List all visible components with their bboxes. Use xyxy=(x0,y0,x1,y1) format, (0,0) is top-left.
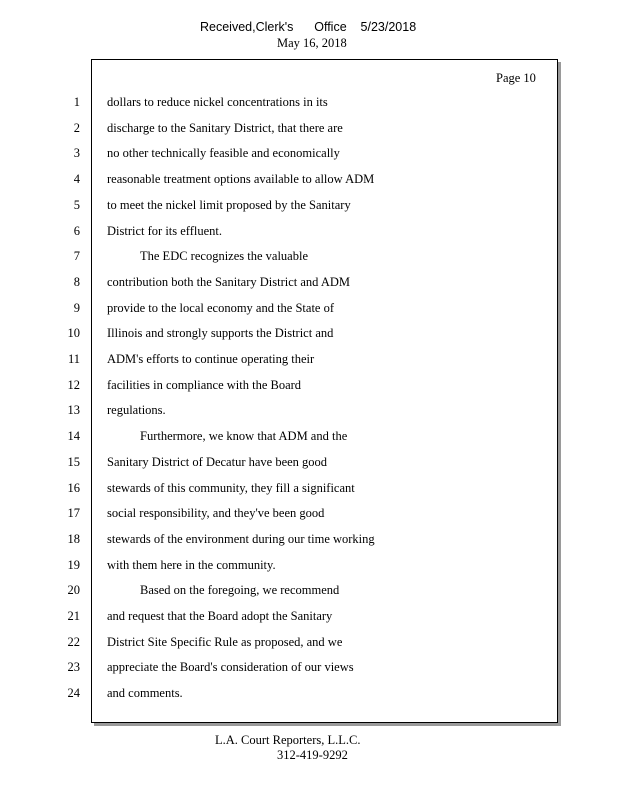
line-number: 15 xyxy=(67,455,80,469)
line-number: 1 xyxy=(73,95,80,109)
line-number: 17 xyxy=(67,506,80,520)
line-number: 19 xyxy=(67,558,80,572)
line-number: 22 xyxy=(67,635,80,649)
line-text: no other technically feasible and economically xyxy=(107,146,340,160)
line-number: 4 xyxy=(73,172,80,186)
line-text: contribution both the Sanitary District and ADM xyxy=(107,275,351,289)
line-text: social responsibility, and they've been good xyxy=(107,506,325,520)
line-text: to meet the nickel limit proposed by the Sanitary xyxy=(107,198,351,212)
line-text: regulations. xyxy=(107,403,166,417)
line-number: 18 xyxy=(67,532,80,546)
line-number: 6 xyxy=(73,224,80,238)
court-reporter-name: L.A. Court Reporters, L.L.C. xyxy=(215,733,361,747)
line-text: stewards of the environment during our time working xyxy=(107,532,375,546)
line-number: 14 xyxy=(67,429,80,443)
line-text: and request that the Board adopt the Sanitary xyxy=(107,609,333,623)
line-number: 23 xyxy=(67,660,80,674)
document-date: May 16, 2018 xyxy=(277,36,347,50)
line-text: Illinois and strongly supports the District and xyxy=(107,326,334,340)
line-text: reasonable treatment options available to allow ADM xyxy=(107,172,375,186)
line-text: and comments. xyxy=(107,686,183,700)
line-text: appreciate the Board's consideration of our views xyxy=(107,660,354,674)
line-number: 7 xyxy=(73,249,80,263)
line-number: 21 xyxy=(67,609,80,623)
line-text: The EDC recognizes the valuable xyxy=(140,249,308,263)
line-text: provide to the local economy and the State of xyxy=(107,301,335,315)
court-reporter-phone: 312-419-9292 xyxy=(277,748,348,762)
line-number: 8 xyxy=(73,275,80,289)
line-number: 3 xyxy=(73,146,80,160)
line-number: 12 xyxy=(67,378,80,392)
line-number: 11 xyxy=(67,352,80,366)
line-number: 5 xyxy=(73,198,80,212)
line-number: 16 xyxy=(67,481,80,495)
line-text: Sanitary District of Decatur have been good xyxy=(107,455,328,469)
line-text: with them here in the community. xyxy=(107,558,276,572)
line-text: discharge to the Sanitary District, that there are xyxy=(107,121,343,135)
page-number: Page 10 xyxy=(496,71,536,85)
line-text: dollars to reduce nickel concentrations in its xyxy=(107,95,328,109)
line-text: Based on the foregoing, we recommend xyxy=(140,583,340,597)
line-number: 10 xyxy=(67,326,80,340)
received-stamp: Received,Clerk's Office 5/23/2018 xyxy=(200,20,417,34)
line-number: 9 xyxy=(73,301,80,315)
line-number: 24 xyxy=(67,686,80,700)
line-text: stewards of this community, they fill a significant xyxy=(107,481,355,495)
line-number: 2 xyxy=(73,121,80,135)
line-number: 20 xyxy=(67,583,80,597)
line-text: Furthermore, we know that ADM and the xyxy=(140,429,348,443)
line-text: District Site Specific Rule as proposed, and we xyxy=(107,635,343,649)
line-text: District for its effluent. xyxy=(107,224,223,238)
line-text: facilities in compliance with the Board xyxy=(107,378,302,392)
line-number: 13 xyxy=(67,403,80,417)
line-text: ADM's efforts to continue operating their xyxy=(107,352,315,366)
